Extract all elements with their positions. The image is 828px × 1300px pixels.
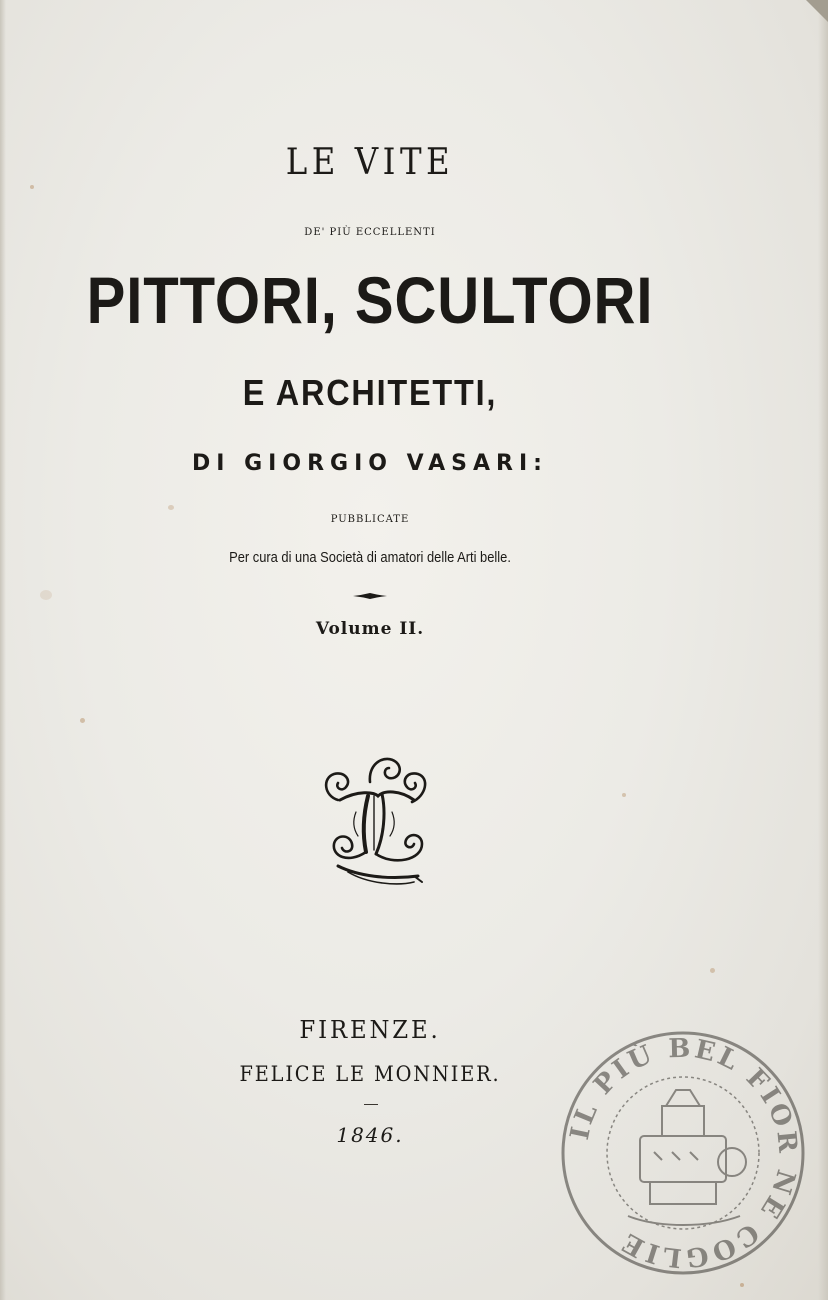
foxing-spot bbox=[710, 968, 715, 973]
foxing-spot bbox=[80, 718, 85, 723]
author-line: DI GIORGIO VASARI: bbox=[192, 451, 548, 476]
stamp-motto: IL PIÙ BEL FIOR NE COGLIE bbox=[564, 1033, 803, 1273]
foxing-spot bbox=[40, 590, 52, 600]
title-pittori-scultori: PITTORI, SCULTORI bbox=[86, 263, 654, 337]
foxing-spot bbox=[30, 185, 34, 189]
imprint-year: 1846. bbox=[336, 1123, 404, 1147]
imprint-publisher: FELICE LE MONNIER. bbox=[239, 1062, 501, 1086]
editorial-note: Per cura di una Società di amatori delle Arti belle. bbox=[229, 549, 511, 566]
pubblicate-label: PUBBLICATE bbox=[330, 514, 410, 525]
title-e-architetti: E ARCHITETTI, bbox=[242, 372, 498, 413]
foxing-spot bbox=[740, 1283, 744, 1287]
imprint-city: FIRENZE. bbox=[299, 1016, 441, 1044]
page-right-edge bbox=[818, 0, 828, 1300]
imprint-divider bbox=[364, 1104, 378, 1105]
ornamental-rule-icon bbox=[353, 593, 387, 599]
foxing-spot bbox=[168, 505, 174, 510]
page-corner bbox=[806, 0, 828, 22]
volume-number: Volume II. bbox=[315, 619, 425, 639]
page-left-edge bbox=[0, 0, 6, 1300]
title-le-vite: LE VITE bbox=[285, 142, 455, 183]
publisher-monogram-icon bbox=[318, 752, 438, 888]
library-stamp-icon bbox=[558, 1028, 808, 1278]
title-de-piu-eccellenti: DE' PIÙ ECCELLENTI bbox=[304, 227, 436, 238]
foxing-spot bbox=[622, 793, 626, 797]
